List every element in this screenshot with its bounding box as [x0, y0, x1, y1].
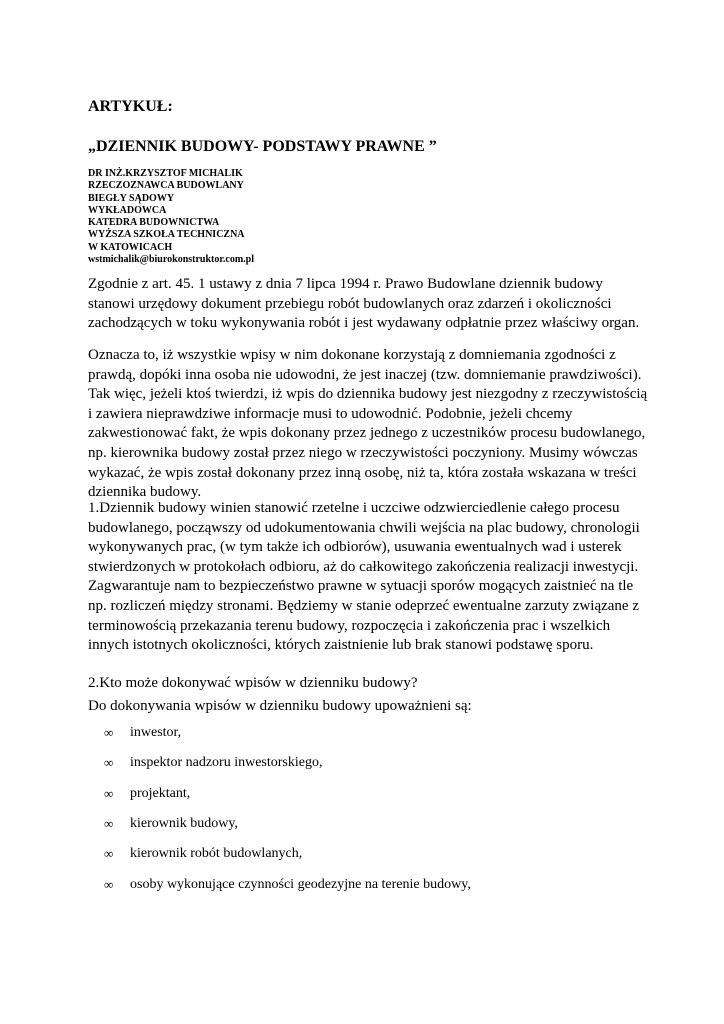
list-item-text: kierownik robót budowlanych, [130, 846, 303, 862]
list-item-text: inspektor nadzoru inwestorskiego, [130, 755, 323, 771]
list-item [104, 779, 471, 809]
article-title: „DZIENNIK BUDOWY- PODSTAWY PRAWNE ” [88, 138, 437, 155]
list-item-text: kierownik budowy, [130, 816, 238, 832]
list-item [104, 748, 471, 778]
paragraph-presumption: Oznacza to, iż wszystkie wpisy w nim dokonane korzystają z domniemania zgodności z prawdą, dopóki inna osoba nie udowodni, że jest inaczej (tzw. domniemanie prawdziwości). Tak więc, jeżeli ktoś twierdzi, iż wpis do dziennika budowy jest niezgodny z rzeczywistością i zawiera nieprawdziwe informacje musi to udowodnić. Podobnie, jeżeli chcemy zakwestionować fakt, że wpis dokonany przez jednego z uczestników procesu budowlanego, np. kierownika budowy został przez niego w rzeczywistości poczyniony. Musimy wówczas wykazać, że wpis został dokonany przez inną osobę, niż ta, która została wskazana w treści dziennika budowy. [88, 347, 648, 501]
author-line: WYKŁADOWCA [88, 204, 167, 216]
author-line: BIEGŁY SĄDOWY [88, 192, 175, 204]
infinity-bullet-icon: ∞ [104, 785, 114, 801]
infinity-bullet-icon: ∞ [104, 755, 114, 771]
infinity-bullet-icon: ∞ [104, 725, 114, 741]
list-item-text: inwestor, [130, 725, 182, 741]
list-item [104, 718, 471, 748]
paragraph-legal-basis: Zgodnie z art. 45. 1 ustawy z dnia 7 lipca 1994 r. Prawo Budowlane dziennik budowy stanowi urzędowy dokument przebiegu robót budowlanych oraz zdarzeń i okoliczności zachodzących w toku wykonywania robót i jest wydawany odpłatnie przez właściwy organ. [88, 276, 640, 332]
authorized-persons-list [104, 718, 471, 900]
infinity-bullet-icon: ∞ [104, 876, 114, 892]
list-item [104, 839, 471, 869]
list-item [104, 869, 471, 899]
list-item [104, 809, 471, 839]
author-line: W KATOWICACH [88, 241, 173, 253]
author-email: wstmichalik@biurokonstruktor.com.pl [88, 254, 254, 266]
section-2-question: 2.Kto może dokonywać wpisów w dzienniku budowy? [88, 675, 418, 691]
infinity-bullet-icon: ∞ [104, 846, 114, 862]
author-line: DR INŻ.KRZYSZTOF MICHALIK [88, 168, 243, 179]
list-item-text: projektant, [130, 785, 191, 801]
author-line: RZECZOZNAWCA BUDOWLANY [88, 180, 244, 192]
author-line: WYŻSZA SZKOŁA TECHNICZNA [88, 229, 245, 241]
list-item-text: osoby wykonujące czynności geodezyjne na terenie budowy, [130, 876, 471, 892]
section-2-intro: Do dokonywania wpisów w dzienniku budowy upoważnieni są: [88, 698, 472, 714]
infinity-bullet-icon: ∞ [104, 816, 114, 832]
author-block [88, 168, 254, 266]
paragraph-section-1: 1.Dziennik budowy winien stanowić rzetelne i uczciwe odzwierciedlenie całego procesu budowlanego, począwszy od udokumentowania chwili wejścia na plac budowy, chronologii wykonywanych prac, (w tym także ich odbiorów), usuwania ewentualnych wad i usterek stwierdzonych w protokołach odbioru, aż do całkowitego zakończenia realizacji inwestycji. Zagwarantuje nam to bezpieczeństwo prawne w sytuacji sporów mogących zaistnieć na tle np. rozliczeń między stronami. Będziemy w stanie odeprzeć ewentualne zarzuty związane z terminowością przekazania terenu budowy, rozpoczęcia i zakończenia prac i wszelkich innych istotnych okoliczności, których zaistnienie lub brak stanowi podstawę sporu. [88, 500, 640, 654]
article-label: ARTYKUŁ: [88, 98, 173, 115]
author-line: KATEDRA BUDOWNICTWA [88, 217, 220, 229]
